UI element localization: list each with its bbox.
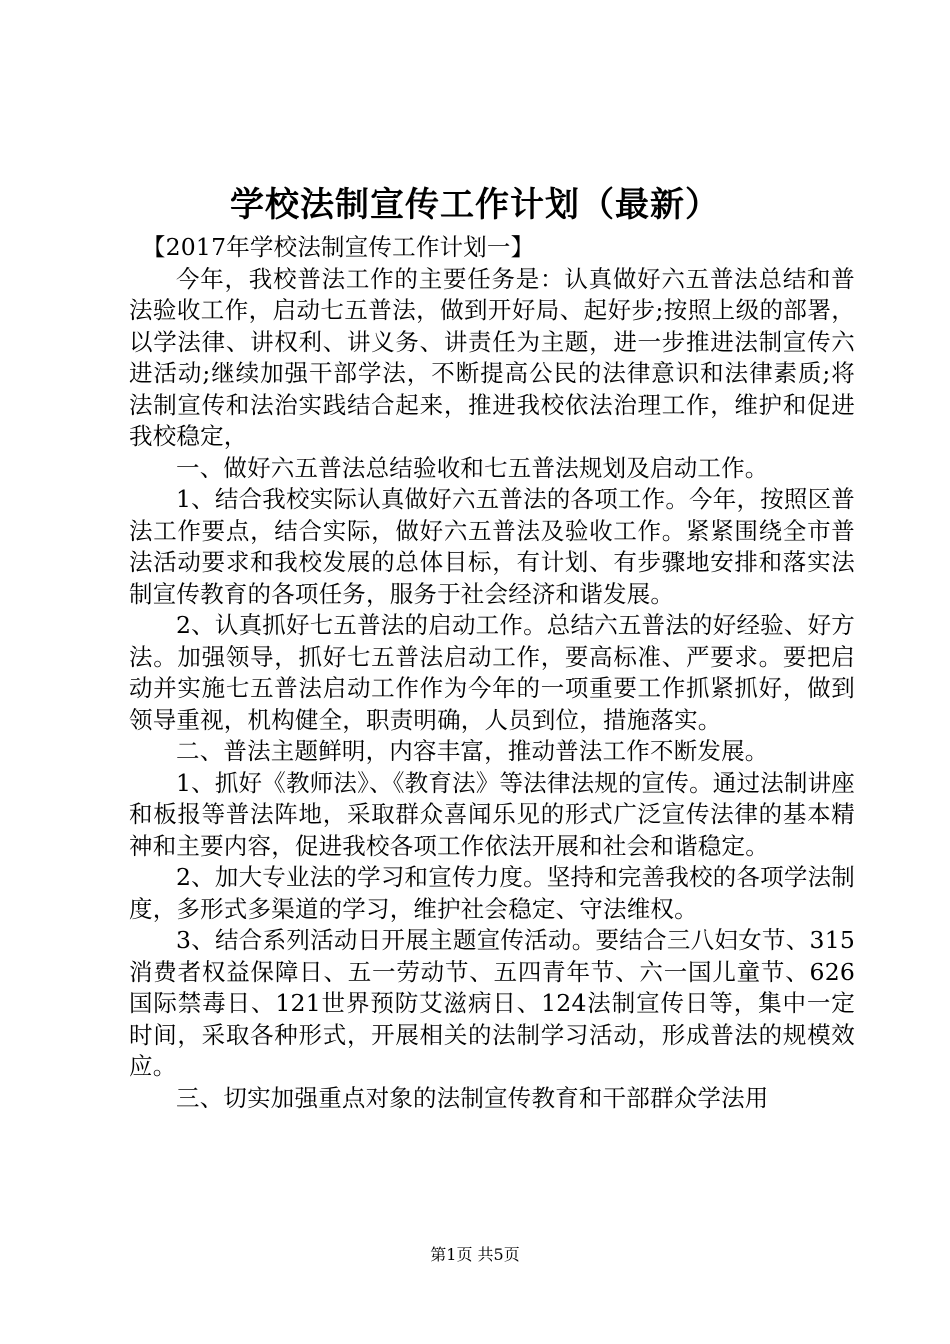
paragraph-intro: 今年，我校普法工作的主要任务是：认真做好六五普法总结和普法验收工作，启动七五普法，做到开好局、起好步;按照上级的部署，以学法律、讲权利、讲义务、讲责任为主题，进一步推进法制宣传六进活动;继续加强干部学法，不断提高公民的法律意识和法律素质;将法制宣传和法治实践结合起来，推进我校依法治理工作，维护和促进我校稳定， — [129, 264, 855, 450]
paragraph-1-2: 2、认真抓好七五普法的启动工作。总结六五普法的好经验、好方法。加强领导，抓好七五普法启动工作，要高标准、严要求。要把启动并实施七五普法启动工作作为今年的一项重要工作抓紧抓好，做到领导重视，机构健全，职责明确，人员到位，措施落实。 — [129, 611, 855, 734]
paragraph-2-3: 3、结合系列活动日开展主题宣传活动。要结合三八妇女节、315消费者权益保障日、五一劳动节、五四青年节、六一国儿童节、626国际禁毒日、121世界预防艾滋病日、124法制宣传日等，集中一定时间，采取各种形式，开展相关的法制学习活动，形成普法的规模效应。 — [129, 926, 855, 1080]
paragraph-2-1: 1、抓好《教师法》、《教育法》等法律法规的宣传。通过法制讲座和板报等普法阵地，采取群众喜闻乐见的形式广泛宣传法律的基本精神和主要内容，促进我校各项工作依法开展和社会和谐稳定。 — [129, 768, 855, 860]
document-title: 学校法制宣传工作计划（最新） — [230, 185, 720, 225]
heading-section-3: 三、切实加强重点对象的法制宣传教育和干部群众学法用 — [176, 1083, 769, 1112]
document-subtitle: 【2017年学校法制宣传工作计划一】 — [141, 233, 535, 261]
page-footer: 第1页 共5页 — [430, 1245, 520, 1264]
heading-section-1: 一、做好六五普法总结验收和七五普法规划及启动工作。 — [176, 453, 769, 482]
paragraph-2-2: 2、加大专业法的学习和宣传力度。坚持和完善我校的各项学法制度，多形式多渠道的学习，维护社会稳定、守法维权。 — [129, 863, 855, 923]
heading-section-2: 二、普法主题鲜明，内容丰富，推动普法工作不断发展。 — [176, 737, 769, 765]
document-body — [129, 232, 855, 1114]
paragraph-1-1: 1、结合我校实际认真做好六五普法的各项工作。今年，按照区普法工作要点，结合实际，做好六五普法及验收工作。紧紧围绕全市普法活动要求和我校发展的总体目标，有计划、有步骤地安排和落实法制宣传教育的各项任务，服务于社会经济和谐发展。 — [129, 485, 855, 608]
